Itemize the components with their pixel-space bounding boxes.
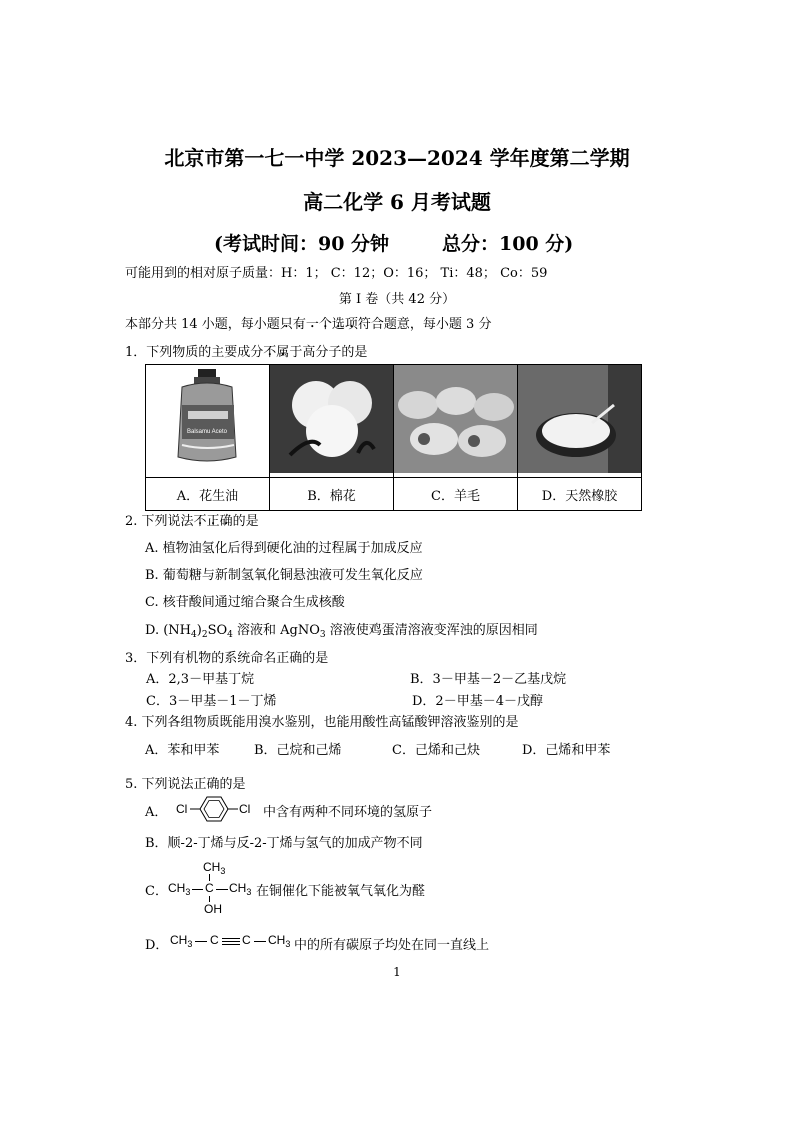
q1-option-b[interactable]: B．棉花	[270, 478, 394, 511]
q5-option-d-text: 中的所有碳原子均处在同一直线上	[294, 938, 490, 953]
q5-c-ch3-left: $CH_3$	[168, 881, 191, 897]
q2-option-d[interactable]: D. $(NH_4)_2SO_4$ 溶液和 AgNO$_3$ 溶液使鸡蛋清溶液变浑浊的原因相同	[145, 623, 538, 640]
q5-d-single-bond-right	[254, 941, 266, 942]
q5-option-c-label[interactable]: C．	[145, 884, 168, 899]
q5-c-bond-up	[209, 874, 210, 881]
q5-a-cl-left: Cl	[176, 802, 188, 816]
q5-d-single-bond-left	[195, 941, 207, 942]
q5-option-a-text: 中含有两种不同环境的氢原子	[263, 805, 433, 820]
q1-options-table	[145, 364, 642, 511]
q1-option-c[interactable]: C．羊毛	[394, 478, 518, 511]
q1-image-d[interactable]	[518, 365, 642, 478]
page-number: 1	[393, 965, 401, 979]
q2-stem: 2. 下列说法不 •正 •确 •的是	[125, 510, 259, 529]
svg-text:Balsamu Aceto: Balsamu Aceto	[186, 429, 228, 435]
q3-option-b[interactable]: B．3－甲基－2－乙基戊烷	[410, 672, 567, 687]
exam-time: (考试时间：90 分钟	[214, 233, 390, 255]
q5-d-triple-bond-2	[222, 941, 240, 942]
exam-subtitle: 高二化学 6 月考试题	[303, 190, 491, 214]
q5-option-b[interactable]: B．顺-2-丁烯与反-2-丁烯与氢气的加成产物不同	[145, 836, 423, 851]
q1-option-d[interactable]: D．天然橡胶	[518, 478, 642, 511]
cotton-image	[270, 365, 393, 473]
q4-option-b[interactable]: B．己烷和己烯	[254, 743, 342, 758]
q4-stem: 4. 下列各组物质既能用溴水鉴别，也能用酸性高锰酸钾溶液鉴别的是	[125, 715, 519, 730]
q5-d-carbon-1: C	[210, 933, 219, 947]
q5-d-triple-bond-3	[222, 944, 240, 945]
q2-option-c[interactable]: C. 核苷酸间通过缩合聚合生成核酸	[145, 595, 345, 610]
q5-c-central-carbon: C	[205, 881, 214, 895]
q5-c-bond-right	[216, 889, 228, 890]
q5-d-carbon-2: C	[242, 933, 251, 947]
q1-image-c[interactable]	[394, 365, 518, 478]
q5-c-bond-left	[192, 889, 203, 890]
rubber-image	[518, 365, 641, 473]
q1-stem: 1．下列物质的主要成分不 •属 •于高分子的是	[125, 341, 367, 360]
q1-option-a[interactable]: A．花生油	[146, 478, 270, 511]
q5-c-oh: OH	[204, 902, 222, 916]
q5-a-cl-right: Cl	[239, 802, 251, 816]
exam-title: 北京市第一七一中学 2023—2024 学年度第二学期	[164, 146, 630, 170]
q5-d-triple-bond-1	[222, 938, 240, 939]
benzene-ring-icon	[190, 793, 238, 825]
atomic-masses: 可能用到的相对原子质量：H：1； C：12；O：16； Ti：48； Co：59	[125, 266, 548, 281]
q4-option-d[interactable]: D．己烯和甲苯	[522, 743, 611, 758]
q5-c-ch3-top: $CH_3$	[203, 860, 226, 876]
q5-option-d-label[interactable]: D．	[145, 938, 169, 953]
q5-d-ch3-right: $CH_3$	[268, 933, 291, 949]
q5-option-c-text: 在铜催化下能被氧气氧化为醛	[256, 884, 426, 899]
q1-image-a[interactable]	[146, 365, 270, 478]
q3-option-a[interactable]: A．2,3－甲基丁烷	[146, 672, 255, 687]
q4-option-a[interactable]: A．苯和甲苯	[145, 743, 220, 758]
q3-stem: 3．下列有机物的系统命名正确的是	[125, 651, 329, 666]
section-instructions: 本部分共 14 小题，每小题只 •有 •一 •个 •选 •项 •符合题意，每小题 3 分	[125, 313, 491, 332]
q5-stem: 5. 下列说法正确的是	[125, 777, 246, 792]
q3-option-c[interactable]: C．3－甲基－1－丁烯	[146, 694, 277, 709]
q2-option-a[interactable]: A. 植物油氢化后得到硬化油的过程属于加成反应	[145, 541, 423, 556]
q5-c-ch3-right: $CH_3$	[229, 881, 252, 897]
q3-option-d[interactable]: D．2－甲基－4－戊醇	[412, 694, 543, 709]
q5-d-ch3-left: $CH_3$	[170, 933, 193, 949]
q5-option-a-label[interactable]: A．	[145, 805, 168, 820]
exam-total-score: 总分：100 分)	[442, 233, 574, 255]
q2-option-b[interactable]: B. 葡萄糖与新制氢氧化铜悬浊液可发生氧化反应	[145, 568, 423, 583]
oil-bottle-image	[146, 365, 269, 473]
q1-image-b[interactable]	[270, 365, 394, 478]
section-title: 第 I 卷（共 42 分）	[338, 292, 456, 307]
q4-option-c[interactable]: C．己烯和己炔	[392, 743, 480, 758]
sheep-image	[394, 365, 517, 473]
